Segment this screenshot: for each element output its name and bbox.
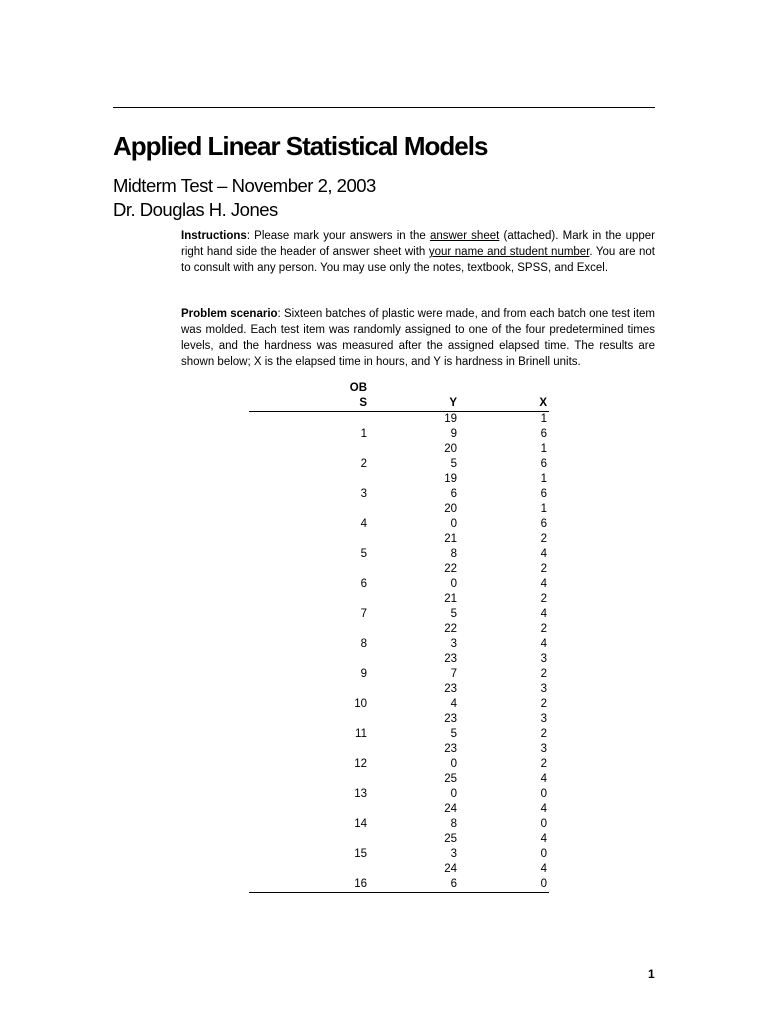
table-row xyxy=(249,862,549,893)
x-value-line1: 2 xyxy=(540,563,547,575)
y-header: Y xyxy=(395,381,457,412)
y-value-line2: 6 xyxy=(450,878,457,890)
obs-value: 16 xyxy=(354,878,367,890)
obs-cell xyxy=(249,562,395,592)
x-cell xyxy=(457,742,549,772)
table-row xyxy=(249,652,549,682)
obs-value: 7 xyxy=(360,608,367,620)
x-cell xyxy=(457,562,549,592)
data-table xyxy=(249,381,549,893)
x-cell xyxy=(457,772,549,802)
y-value-line1: 21 xyxy=(444,593,457,605)
obs-cell xyxy=(249,772,395,802)
obs-header-line1: OB xyxy=(349,382,367,394)
x-value-line1: 4 xyxy=(540,773,547,785)
y-cell xyxy=(395,592,457,622)
x-cell xyxy=(457,682,549,712)
obs-cell xyxy=(249,622,395,652)
table-row xyxy=(249,502,549,532)
y-value-line1: 20 xyxy=(444,443,457,455)
obs-cell xyxy=(249,682,395,712)
y-value-line1: 19 xyxy=(444,473,457,485)
obs-value: 4 xyxy=(360,518,367,530)
y-value-line1: 24 xyxy=(444,863,457,875)
x-cell xyxy=(457,832,549,862)
y-value-line1: 25 xyxy=(444,833,457,845)
table-row xyxy=(249,772,549,802)
obs-cell xyxy=(249,652,395,682)
x-value-line1: 1 xyxy=(540,473,547,485)
x-cell xyxy=(457,622,549,652)
exam-subtitle: Midterm Test – November 2, 2003 xyxy=(113,175,376,196)
name-number-link: your name and student number xyxy=(428,246,590,258)
y-value-line2: 0 xyxy=(450,758,457,770)
obs-value: 13 xyxy=(354,788,367,800)
obs-value: 12 xyxy=(354,758,367,770)
table-row xyxy=(249,532,549,562)
x-value-line2: 4 xyxy=(540,638,547,650)
obs-cell xyxy=(249,472,395,502)
x-value-line1: 2 xyxy=(540,623,547,635)
x-value-line2: 2 xyxy=(540,758,547,770)
obs-header xyxy=(249,381,395,412)
obs-cell xyxy=(249,802,395,832)
table-row xyxy=(249,412,549,443)
y-value-line1: 23 xyxy=(444,683,457,695)
obs-value: 8 xyxy=(360,638,367,650)
header-rule xyxy=(113,107,655,108)
scenario-label: Problem scenario xyxy=(181,308,278,320)
y-value-line2: 0 xyxy=(450,578,457,590)
x-value-line2: 0 xyxy=(540,818,547,830)
x-cell xyxy=(457,472,549,502)
obs-value: 11 xyxy=(355,728,367,740)
table-row xyxy=(249,832,549,862)
obs-cell xyxy=(249,412,395,443)
x-value-line2: 6 xyxy=(540,428,547,440)
y-cell xyxy=(395,532,457,562)
obs-value: 5 xyxy=(360,548,367,560)
y-value-line1: 22 xyxy=(444,623,457,635)
x-value-line1: 3 xyxy=(540,653,547,665)
y-cell xyxy=(395,502,457,532)
x-value-line1: 2 xyxy=(540,593,547,605)
x-value-line1: 2 xyxy=(540,533,547,545)
y-value-line2: 7 xyxy=(450,668,457,680)
x-cell xyxy=(457,652,549,682)
x-value-line1: 3 xyxy=(540,683,547,695)
y-value-line1: 25 xyxy=(444,773,457,785)
y-cell xyxy=(395,712,457,742)
obs-cell xyxy=(249,502,395,532)
x-value-line1: 3 xyxy=(540,713,547,725)
table-row xyxy=(249,592,549,622)
y-cell xyxy=(395,742,457,772)
instructor-name: Dr. Douglas H. Jones xyxy=(113,199,278,220)
x-cell xyxy=(457,502,549,532)
x-value-line2: 2 xyxy=(540,698,547,710)
y-value-line2: 0 xyxy=(450,518,457,530)
obs-cell xyxy=(249,712,395,742)
x-value-line2: 2 xyxy=(540,728,547,740)
page-number: 1 xyxy=(648,967,655,981)
y-value-line2: 3 xyxy=(450,848,457,860)
table-row xyxy=(249,742,549,772)
x-value-line2: 6 xyxy=(540,518,547,530)
y-value-line1: 19 xyxy=(444,413,457,425)
instructions-label: Instructions xyxy=(181,230,247,242)
y-value-line1: 20 xyxy=(444,503,457,515)
x-value-line1: 1 xyxy=(540,443,547,455)
obs-value: 15 xyxy=(354,848,367,860)
x-value-line1: 4 xyxy=(540,803,547,815)
y-value-line1: 24 xyxy=(444,803,457,815)
instructions-text-3: . You are not to consult with any person. You may use only the notes, textbook, SPSS, and Excel. xyxy=(181,246,655,274)
obs-value: 9 xyxy=(360,668,367,680)
table-row xyxy=(249,622,549,652)
y-cell xyxy=(395,682,457,712)
instructions-text-2: (attached). Mark in the upper right hand side the header of answer sheet with xyxy=(181,230,655,258)
obs-value: 6 xyxy=(360,578,367,590)
x-value-line2: 4 xyxy=(540,578,547,590)
y-cell xyxy=(395,412,457,443)
y-cell xyxy=(395,562,457,592)
y-value-line1: 23 xyxy=(444,653,457,665)
x-value-line2: 6 xyxy=(540,488,547,500)
x-cell xyxy=(457,592,549,622)
table-row xyxy=(249,442,549,472)
x-cell xyxy=(457,412,549,443)
scenario-paragraph xyxy=(181,306,655,370)
y-value-line2: 6 xyxy=(450,488,457,500)
obs-cell xyxy=(249,442,395,472)
y-cell xyxy=(395,652,457,682)
scenario-text: : Sixteen batches of plastic were made, and from each batch one test item was molded. Each test item was randomly assigned to one of the four predetermined times levels, and the hardness was measured after the assigned elapsed time. The results are shown below; X is the elapsed time in hours, and Y is hardness in Brinell units. xyxy=(181,308,655,368)
x-value-line2: 2 xyxy=(540,668,547,680)
x-header: X xyxy=(457,381,549,412)
obs-value: 2 xyxy=(360,458,367,470)
x-value-line2: 4 xyxy=(540,608,547,620)
instructions-paragraph xyxy=(181,228,655,276)
y-cell xyxy=(395,772,457,802)
y-value-line2: 5 xyxy=(450,458,457,470)
y-value-line2: 8 xyxy=(450,818,457,830)
table-row xyxy=(249,682,549,712)
obs-cell xyxy=(249,832,395,862)
x-value-line2: 6 xyxy=(540,458,547,470)
y-cell xyxy=(395,832,457,862)
x-cell xyxy=(457,442,549,472)
x-value-line2: 0 xyxy=(540,848,547,860)
y-value-line1: 23 xyxy=(444,743,457,755)
y-cell xyxy=(395,442,457,472)
x-cell xyxy=(457,532,549,562)
obs-value: 3 xyxy=(360,488,367,500)
y-value-line2: 4 xyxy=(450,698,457,710)
obs-header-line2: S xyxy=(359,397,367,409)
document-title: Applied Linear Statistical Models xyxy=(113,131,488,161)
y-cell xyxy=(395,472,457,502)
table-header-row xyxy=(249,381,549,412)
y-cell xyxy=(395,802,457,832)
table-row xyxy=(249,562,549,592)
obs-cell xyxy=(249,592,395,622)
y-cell xyxy=(395,862,457,893)
obs-value: 10 xyxy=(354,698,367,710)
x-value-line1: 4 xyxy=(540,833,547,845)
x-value-line1: 1 xyxy=(540,413,547,425)
table-row xyxy=(249,712,549,742)
obs-cell xyxy=(249,532,395,562)
obs-cell xyxy=(249,862,395,893)
y-value-line1: 23 xyxy=(444,713,457,725)
x-cell xyxy=(457,802,549,832)
x-value-line2: 4 xyxy=(540,548,547,560)
x-value-line2: 0 xyxy=(540,788,547,800)
y-value-line2: 5 xyxy=(450,608,457,620)
obs-cell xyxy=(249,742,395,772)
y-cell xyxy=(395,622,457,652)
x-value-line1: 1 xyxy=(540,503,547,515)
obs-value: 14 xyxy=(354,818,367,830)
table-row xyxy=(249,802,549,832)
obs-value: 1 xyxy=(360,428,367,440)
y-value-line2: 0 xyxy=(450,788,457,800)
answer-sheet-link: answer sheet xyxy=(429,230,500,242)
table-body xyxy=(249,412,549,893)
y-value-line2: 9 xyxy=(450,428,457,440)
y-value-line2: 5 xyxy=(450,728,457,740)
x-value-line1: 3 xyxy=(540,743,547,755)
y-value-line2: 8 xyxy=(450,548,457,560)
x-value-line1: 4 xyxy=(540,863,547,875)
y-value-line1: 21 xyxy=(444,533,457,545)
table-row xyxy=(249,472,549,502)
x-value-line2: 0 xyxy=(540,878,547,890)
x-cell xyxy=(457,862,549,893)
y-value-line2: 3 xyxy=(450,638,457,650)
x-cell xyxy=(457,712,549,742)
instructions-text-1: : Please mark your answers in the xyxy=(246,230,430,242)
y-value-line1: 22 xyxy=(444,563,457,575)
